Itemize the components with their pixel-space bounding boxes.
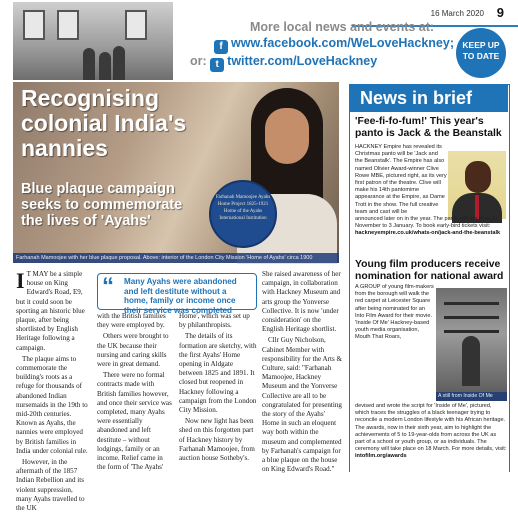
story2-headline: Young film producers receive nomination for national award <box>355 259 504 282</box>
social-promo <box>190 20 454 80</box>
headline <box>21 86 186 161</box>
paragraph: However, in the aftermath of the 1857 Indian Rebellion and its violent suppression, many Ayahs travelled to the UK <box>16 458 85 513</box>
issue-date: 16 March 2020 <box>430 9 484 18</box>
article-column-2 <box>97 312 173 474</box>
keep-up-line1: KEEP UP <box>462 40 500 50</box>
twitter-link[interactable] <box>190 54 377 72</box>
blue-plaque: Farhanah Mamoojee Ayahs Home Project 1825-1921 Home of the Ayahs International Institution <box>209 180 277 248</box>
film-still-photo <box>436 288 507 401</box>
dropcap: I <box>16 268 25 293</box>
story2-link[interactable]: intofilm.org/awards <box>355 453 407 460</box>
facebook-icon: f <box>214 40 228 54</box>
subheadline <box>21 181 182 229</box>
article-column-4 <box>262 270 342 476</box>
facebook-url[interactable]: www.facebook.com/WeLoveHackney; <box>231 36 454 50</box>
subheadline-line1: Blue plaque campaign <box>21 181 175 197</box>
story2-text: A GROUP of young film-makers from the borough will walk the red carpet at Leicester Square after being nominated for an Into Film Award for their movie. 'Inside Of Me' Hackney-based youth media organisation, Mouth That Roars, <box>355 284 434 341</box>
paragraph: Now new light has been shed on this forgotten part of Hackney history by Farhanah Mamoojee, from auction house Sotheby's. <box>179 417 255 463</box>
or-label: or: <box>190 54 207 68</box>
paragraph: with the British families they were employed by. <box>97 312 166 330</box>
promo-title: More local news and events at: <box>250 20 435 34</box>
facebook-link[interactable] <box>214 36 454 54</box>
archive-photo <box>13 2 173 80</box>
news-in-brief-sidebar <box>349 84 510 472</box>
headline-line3: nannies <box>21 135 108 161</box>
story2-text-continued: devised and wrote the script for 'Inside of Me', pictured, which traces the struggles of a black teenager trying to reconcile a modern London lifestyle with his African heritage. The awards, now in their sixth year, aim to highlight the achievements of 5 to 19-year-olds from across the UK as part of a school or youth group, or as individuals. The ceremony will take place on 18 March. For more details, visit: intofilm.org/awards <box>355 403 507 460</box>
headline-line2: colonial India's <box>21 110 187 136</box>
paragraph: She raised awareness of her campaign, in collaboration with Hackney Museum and arts group the Yonverse Collective. It is now 'under consideration' on the English Heritage shortlist. <box>262 270 341 334</box>
twitter-icon: t <box>210 58 224 72</box>
sidebar-heading: News in brief <box>350 85 508 112</box>
story1-link[interactable]: hackneyempire.co.uk/whats-on/jack-and-the-beanstalk <box>355 230 501 237</box>
subheadline-line3: the lives of 'Ayahs' <box>21 213 151 229</box>
clive-rowe-portrait <box>448 151 506 219</box>
quote-mark-icon: “ <box>102 273 114 300</box>
keep-up-badge <box>456 28 506 78</box>
article-column-1 <box>16 270 90 515</box>
pull-quote <box>97 273 257 315</box>
woman-face <box>265 108 309 164</box>
paragraph: Cllr Guy Nicholson, Cabinet Member with responsibility for the Arts & Culture, said: "Farhanah Mamoojee, Hackney Museum and the Yonverse Collective are all to be congratulated for presenting the story of the Ayahs' Home in such an eloquent way both within the museum and complemented by Farhanah's campaign for a blue plaque on the house on King Edward's Road." <box>262 336 342 474</box>
film-still-caption: A still from Inside Of Me <box>436 392 507 401</box>
story1-text-continued: announced later on in the year. The panto will run from 21 November to 3 January. To book early-bird tickets visit: hackneyempire.co.uk/whats-on/jack-and-the-beanstalk <box>355 216 501 237</box>
paragraph: There were no formal contracts made with British families however, and once their service was completed, many Ayahs were essentially abandoned and left destitute – without lodgings, family or an income. Relief came in the form of 'The Ayahs' <box>97 371 172 472</box>
paragraph: Home', which was set up by philanthropists. <box>179 312 250 330</box>
page-number: 9 <box>496 5 504 20</box>
subheadline-line2: seeks to commemorate <box>21 197 183 213</box>
story1-headline: 'Fee-fi-fo-fum!' This year's panto is Jack & the Beanstalk <box>355 116 502 139</box>
pull-quote-text: Many Ayahs were abandoned and left destitute without a home, family or income once their service was completed <box>124 277 237 315</box>
paragraph: The details of its formation are sketchy, with the first Ayahs' Home opening in Aldgate between 1825 and 1891. It closed but reopened in Hackney following a campaign from the London City Mission. <box>179 332 257 415</box>
keep-up-line2: TO DATE <box>462 51 500 61</box>
paragraph: Others were brought to the UK because their nursing and caring skills were in great demand. <box>97 332 169 369</box>
photo-caption: Farhanah Mamoojee with her blue plaque proposal. Above: interior of the London City Mission 'Home of Ayahs' circa 1900 <box>13 253 339 263</box>
headline-line1: Recognising <box>21 85 160 111</box>
article-column-3 <box>179 312 257 465</box>
feature-photo <box>13 82 339 263</box>
twitter-url[interactable]: twitter.com/LoveHackney <box>227 54 378 68</box>
story1-text: HACKNEY Empire has revealed its Christmas panto will be 'Jack and the Beanstalk'. The Empire has also named Olivier Award-winner Clive Rowe MBE, pictured right, as its very first patron of the theatre. Clive will make his 14th pantomime appearance at the Empire, as Dame Trott in the show. The full creative team and cast will be <box>355 144 447 215</box>
paragraph: The plaque aims to commemorate the building's roots as a refuge for thousands of abandoned Indian nursemaids in the 19th to mid-20th centuries. Known as Ayahs, the nannies were employed by British families in India under colonial rule. <box>16 354 88 455</box>
paragraph: I T MAY be a simple house on King Edward's Road, E9, but it could soon be sporting an historic blue plaque, after being shortlisted by English Heritage following a campaign. <box>16 268 85 352</box>
